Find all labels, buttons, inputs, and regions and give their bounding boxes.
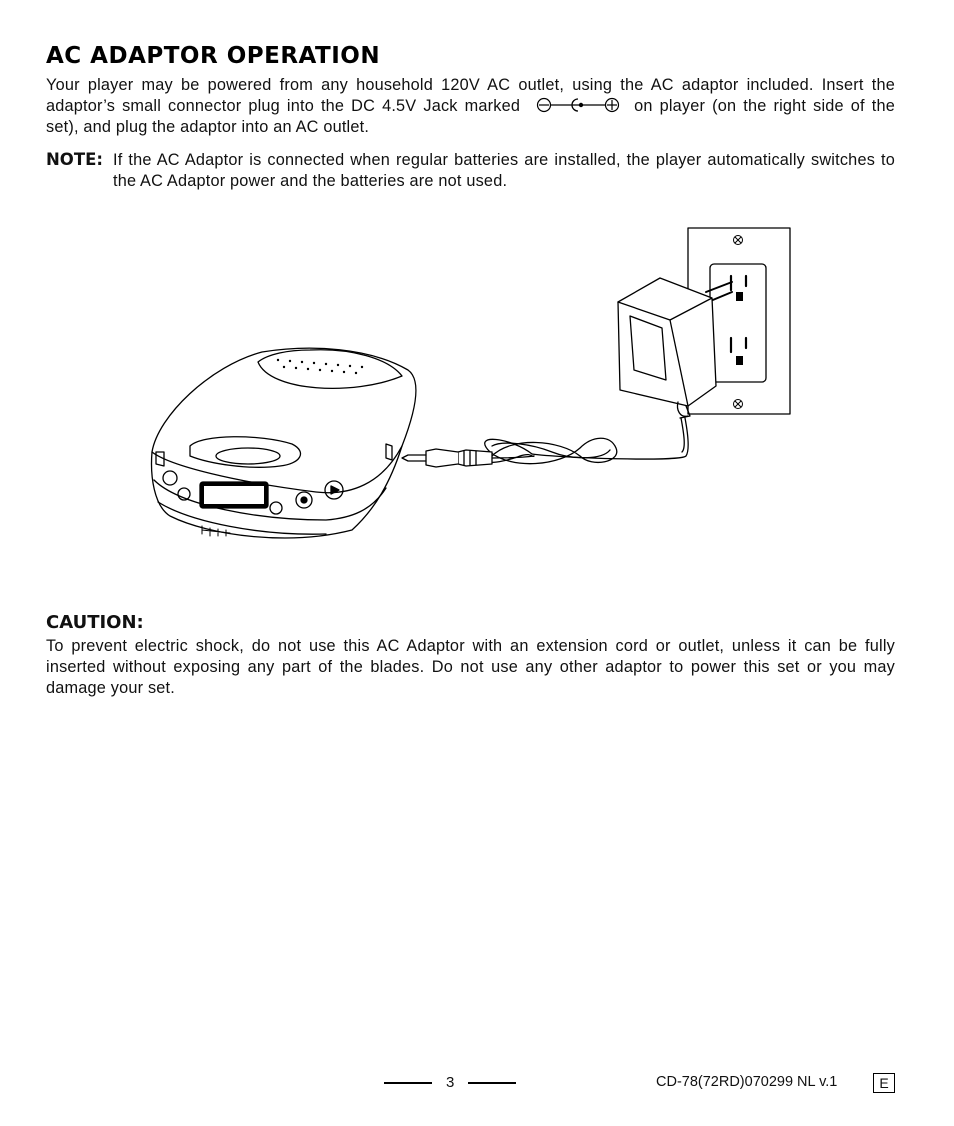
ac-adaptor-illustration — [140, 220, 800, 550]
language-badge: E — [873, 1073, 895, 1093]
footer-rule-left — [384, 1082, 432, 1084]
intro-text-start: Your player may be powered from any household 120V AC outlet, using the AC adaptor included. Insert the adaptor’s small connector plug into the DC 4.5V Jack marked — [46, 76, 895, 115]
ac-adaptor-icon — [618, 278, 716, 418]
note-text: If the AC Adaptor is connected when regular batteries are installed, the player automatically switches to the AC Adaptor power and the batteries are not used. — [113, 151, 895, 190]
dc-plug-icon — [402, 449, 492, 467]
cd-player-icon — [152, 348, 416, 538]
caution-title: CAUTION: — [46, 612, 144, 633]
page-number: 3 — [446, 1074, 455, 1091]
note-label: NOTE: — [46, 150, 103, 169]
dc-polarity-icon — [536, 96, 620, 114]
document-code: CD-78(72RD)070299 NL v.1 — [656, 1074, 838, 1090]
intro-paragraph — [46, 75, 895, 138]
page-title: AC ADAPTOR OPERATION — [46, 43, 381, 69]
intro-text-end: on player (on the right side of the set), and plug the adaptor into an AC outlet. — [46, 97, 895, 136]
caution-text: To prevent electric shock, do not use this AC Adaptor with an extension cord or outlet, unless it can be fully inserted without exposing any part of the blades. Do not use any other adaptor to power this set or you may damage your set. — [46, 637, 895, 697]
note-block — [46, 150, 895, 192]
footer-rule-right — [468, 1082, 516, 1084]
